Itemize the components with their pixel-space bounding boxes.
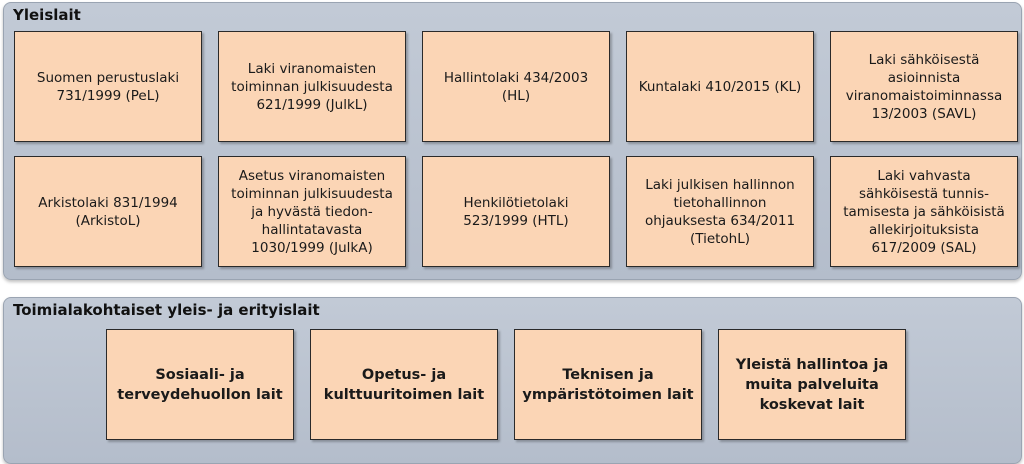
law-box-julka: Asetus viranomaisten toiminnan julkisuudesta ja hyvästä tiedon- hallintatavasta 1030/1999 (JulkA)	[218, 156, 406, 267]
law-box-sal: Laki vahvasta sähköisestä tunnis- tamisesta ja sähköisistä allekirjoituksista 617/2009 (SAL)	[830, 156, 1018, 267]
sector-laws-panel	[3, 297, 1022, 464]
law-box-julkisuuslaki: Laki viranomaisten toiminnan julkisuudesta 621/1999 (JulkL)	[218, 31, 406, 142]
general-laws-panel	[3, 2, 1022, 280]
sector-laws-title: Toimialakohtaiset yleis- ja erityislait	[13, 301, 320, 319]
law-box-henkilotietolaki: Henkilötietolaki 523/1999 (HTL)	[422, 156, 610, 267]
sector-box-general-administration: Yleistä hallintoa ja muita palveluita koskevat lait	[718, 329, 906, 440]
sector-box-social-health: Sosiaali- ja terveydehuollon lait	[106, 329, 294, 440]
sector-box-technical-environment: Teknisen ja ympäristötoimen lait	[514, 329, 702, 440]
sector-box-education-culture: Opetus- ja kulttuuritoimen lait	[310, 329, 498, 440]
law-box-hallintolaki: Hallintolaki 434/2003 (HL)	[422, 31, 610, 142]
law-box-kuntalaki: Kuntalaki 410/2015 (KL)	[626, 31, 814, 142]
law-box-perustuslaki: Suomen perustuslaki 731/1999 (PeL)	[14, 31, 202, 142]
general-laws-title: Yleislait	[13, 6, 81, 24]
law-box-savl: Laki sähköisestä asioinnista viranomaistoiminnassa 13/2003 (SAVL)	[830, 31, 1018, 142]
law-box-arkistolaki: Arkistolaki 831/1994 (ArkistoL)	[14, 156, 202, 267]
law-box-tietohl: Laki julkisen hallinnon tietohallinnon ohjauksesta 634/2011 (TietohL)	[626, 156, 814, 267]
